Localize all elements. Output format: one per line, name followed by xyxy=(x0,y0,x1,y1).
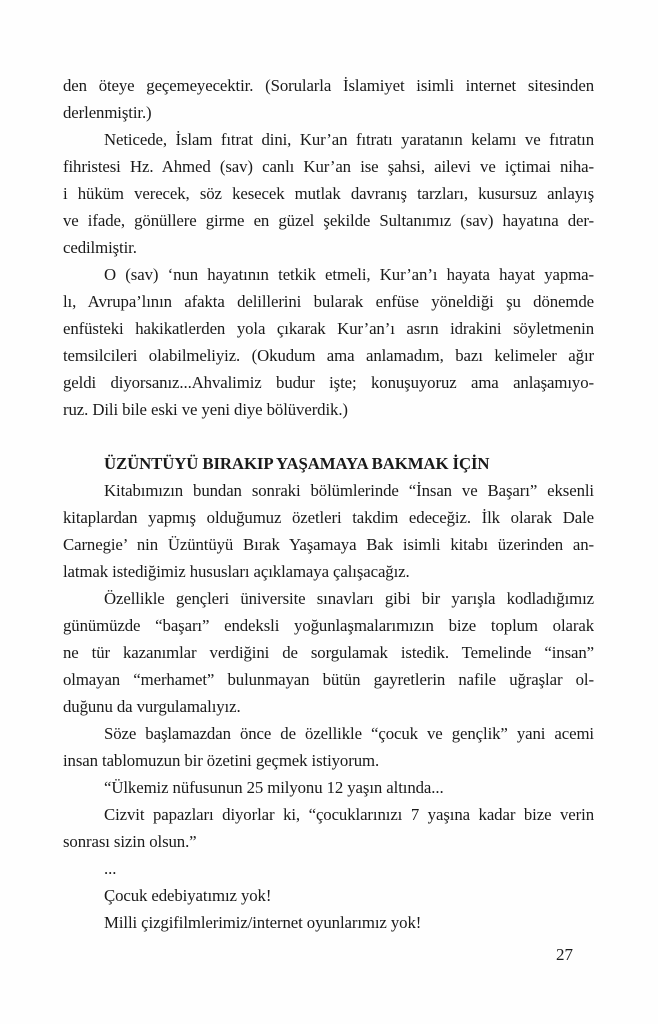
paragraph xyxy=(63,909,594,936)
text-line: Neticede, İslam fıtrat dini, Kur’an fıtratı yaratanın kelamı ve fıtratın xyxy=(104,130,594,149)
text-line: Kitabımızın bundan sonraki bölümlerinde “İnsan ve Başarı” eksenli xyxy=(104,481,594,500)
text-block xyxy=(63,72,594,936)
text-line: Söze başlamazdan önce de özellikle “çocuk ve gençlik” yani acemi xyxy=(104,724,594,743)
paragraph xyxy=(63,585,594,720)
text-line: enfüsteki hakikatlerden yola çıkarak Kur’an’ı asrın idrakini söyletmenin xyxy=(63,319,594,338)
text-line: sonrası sizin olsun.” xyxy=(63,832,197,851)
text-line: ne tür kazanımlar verdiğini de sorgulamak istedik. Temelinde “insan” xyxy=(63,643,594,662)
text-line: latmak istediğimiz hususları açıklamaya çalışacağız. xyxy=(63,562,410,581)
text-line: Milli çizgifilmlerimiz/internet oyunlarımız yok! xyxy=(104,913,422,932)
text-line: günümüzde “başarı” endeksli yoğunlaşmalarımızın bize toplum olarak xyxy=(63,616,594,635)
paragraph xyxy=(63,882,594,909)
text-line: “Ülkemiz nüfusunun 25 milyonu 12 yaşın altında... xyxy=(104,778,444,797)
text-line: lı, Avrupa’lının afakta delillerini bularak enfüse yöneldiği şu dönemde xyxy=(63,292,594,311)
text-line: kitaplardan yapmış olduğumuz özetleri takdim edeceğiz. İlk olarak Dale xyxy=(63,508,594,527)
paragraph xyxy=(63,801,594,855)
text-line: Çocuk edebiyatımız yok! xyxy=(104,886,272,905)
text-line: olmayan “merhamet” bulunmayan bütün gayretlerin nafile uğraşlar ol- xyxy=(63,670,594,689)
text-line: derlenmiştir.) xyxy=(63,103,152,122)
heading-line: ÜZÜNTÜYÜ BIRAKIP YAŞAMAYA BAKMAK İÇİN xyxy=(104,454,490,473)
text-line: geldi diyorsanız...Ahvalimiz budur işte; konuşuyoruz ama anlaşamıyo- xyxy=(63,373,594,392)
paragraph xyxy=(63,477,594,585)
text-line: Carnegie’ nin Üzüntüyü Bırak Yaşamaya Bak isimli kitabı üzerinden an- xyxy=(63,535,594,554)
paragraph xyxy=(63,126,594,261)
text-line: ve ifade, gönüllere girme en güzel şekilde Sultanımız (sav) hayatına der- xyxy=(63,211,594,230)
text-line: Cizvit papazları diyorlar ki, “çocuklarınızı 7 yaşına kadar bize verin xyxy=(104,805,594,824)
text-line: ruz. Dili bile eski ve yeni diye bölüverdik.) xyxy=(63,400,348,419)
text-line: O (sav) ‘nun hayatının tetkik etmeli, Kur’an’ı hayata hayat yapma- xyxy=(104,265,594,284)
paragraph xyxy=(63,855,594,882)
text-line: duğunu da vurgulamalıyız. xyxy=(63,697,241,716)
text-line: insan tablomuzun bir özetini geçmek istiyorum. xyxy=(63,751,380,770)
section-heading xyxy=(63,450,594,477)
text-line: den öteye geçemeyecektir. (Sorularla İslamiyet isimli internet sitesinden xyxy=(63,76,594,95)
text-line: fihristesi Hz. Ahmed (sav) canlı Kur’an ise şahsi, ailevi ve içtimai niha- xyxy=(63,157,594,176)
page-number: 27 xyxy=(556,945,573,964)
paragraph xyxy=(63,261,594,423)
paragraph xyxy=(63,774,594,801)
text-line: cedilmiştir. xyxy=(63,238,137,257)
text-line: Özellikle gençleri üniversite sınavları gibi bir yarışla kodladığımız xyxy=(104,589,594,608)
text-line: temsilcileri olabilmeliyiz. (Okudum ama anlamadım, bazı kelimeler ağır xyxy=(63,346,594,365)
paragraph xyxy=(63,72,594,126)
paragraph xyxy=(63,720,594,774)
text-line: ... xyxy=(104,859,117,878)
text-line: i hüküm verecek, söz kesecek mutlak davranış tarzları, kusursuz anlayış xyxy=(63,184,594,203)
